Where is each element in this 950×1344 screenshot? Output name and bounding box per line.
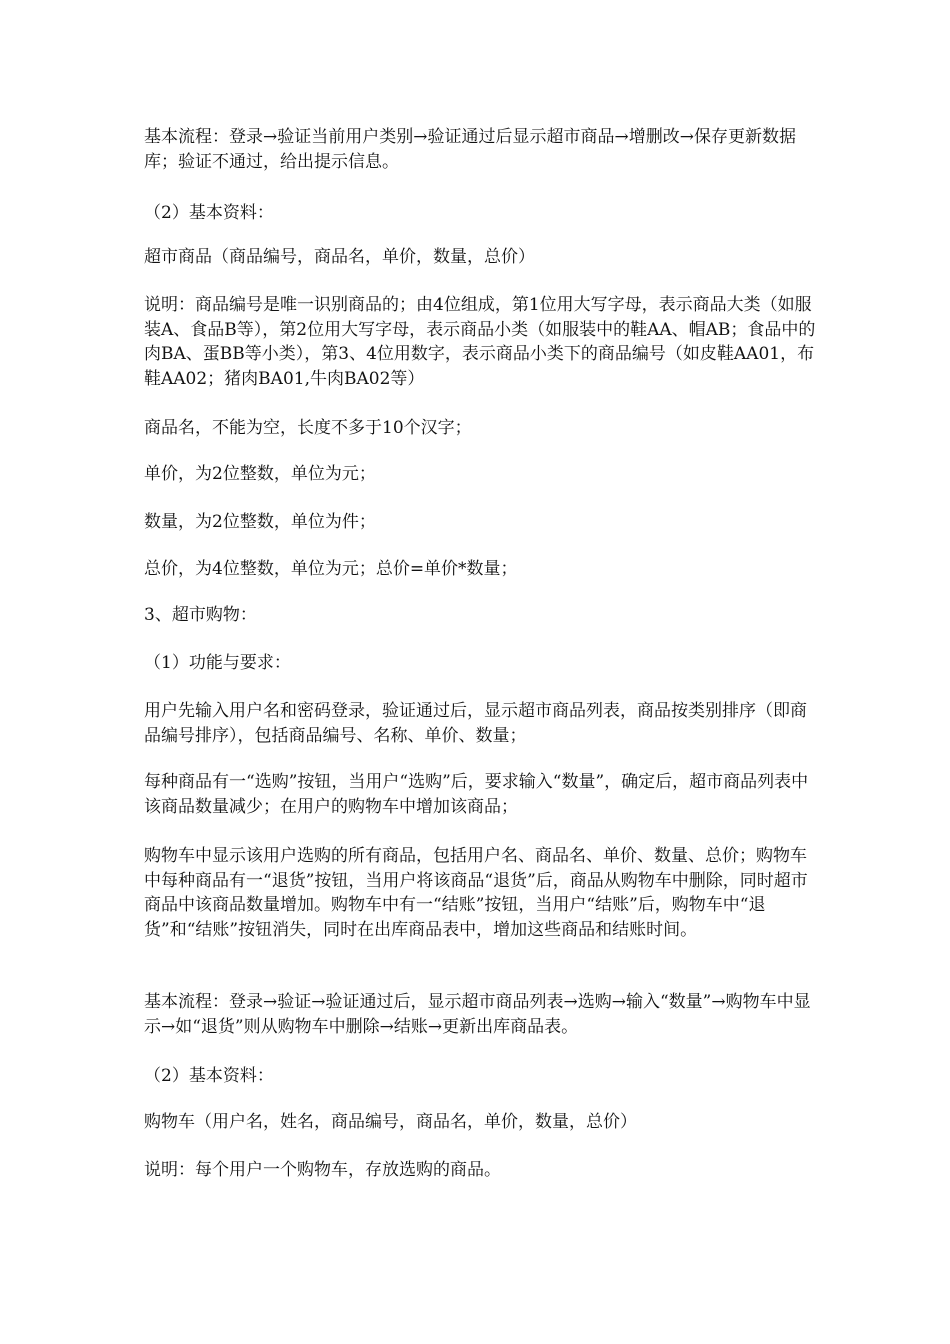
- paragraph-quantity-rule: 数量，为2位整数，单位为件；: [144, 512, 376, 532]
- paragraph-flow-shopping: 基本流程：登录→验证→验证通过后，显示超市商品列表→选购→输入“数量”→购物车中显示→如“退货”则从购物车中删除→结账→更新出库商品表。: [144, 992, 811, 1037]
- paragraph-cart-schema: 购物车（用户名，姓名，商品编号，商品名，单价，数量，总价）: [144, 1112, 637, 1132]
- paragraph-login-list: 用户先输入用户名和密码登录，验证通过后，显示超市商品列表，商品按类别排序（即商品编号排序），包括商品编号、名称、单价、数量；: [144, 701, 807, 746]
- paragraph-select-button: 每种商品有一“选购”按钮，当用户“选购”后，要求输入“数量”，确定后，超市商品列表中该商品数量减少；在用户的购物车中增加该商品；: [144, 772, 809, 817]
- paragraph-product-schema: 超市商品（商品编号，商品名，单价，数量，总价）: [144, 247, 535, 267]
- paragraph-price-rule: 单价，为2位整数，单位为元；: [144, 464, 376, 484]
- paragraph-cart-desc: 购物车中显示该用户选购的所有商品，包括用户名、商品名、单价、数量、总价；购物车中每种商品有一“退货”按钮，当用户将该商品“退货”后，商品从购物车中删除，同时超市商品中该商品数量增加。购物车中有一“结账”按钮，当用户“结账”后，购物车中“退货”和“结账”按钮消失，同时在出库商品表中，增加这些商品和结账时间。: [144, 846, 808, 940]
- section-heading-shopping: 3、超市购物：: [144, 605, 257, 625]
- paragraph-basic-data-heading: （2）基本资料：: [144, 203, 274, 223]
- paragraph-basic-data-heading-2: （2）基本资料：: [144, 1066, 274, 1086]
- paragraph-product-name-rule: 商品名，不能为空，长度不多于10个汉字；: [144, 418, 472, 438]
- paragraph-flow-admin: 基本流程：登录→验证当前用户类别→验证通过后显示超市商品→增删改→保存更新数据库；验证不通过，给出提示信息。: [144, 127, 796, 172]
- paragraph-function-heading: （1）功能与要求：: [144, 653, 291, 673]
- paragraph-cart-note: 说明：每个用户一个购物车，存放选购的商品。: [144, 1160, 501, 1180]
- paragraph-product-code-desc: 说明：商品编号是唯一识别商品的；由4位组成，第1位用大写字母，表示商品大类（如服装A、食品B等），第2位用大写字母，表示商品小类（如服装中的鞋AA、帽AB；食品中的肉BA、蛋BB等小类），第3、4位用数字，表示商品小类下的商品编号（如皮鞋AA01，布鞋AA02；猪肉BA01,牛肉BA02等）: [144, 295, 816, 389]
- paragraph-total-rule: 总价，为4位整数，单位为元；总价=单价*数量；: [144, 559, 518, 579]
